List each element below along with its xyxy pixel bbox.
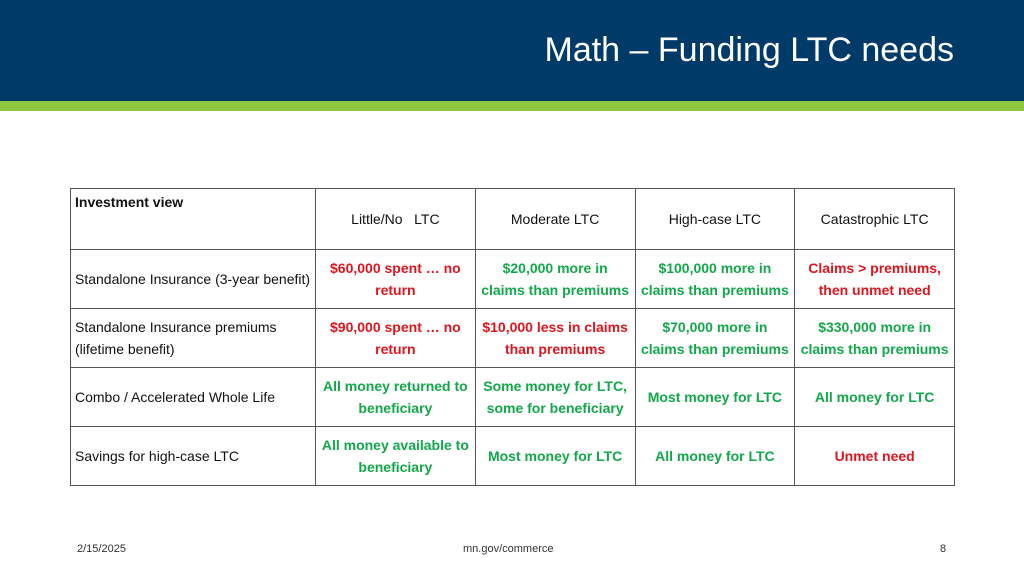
slide-header (0, 0, 1024, 101)
row-label: Standalone Insurance premiums (lifetime benefit) (71, 309, 316, 368)
row-label: Combo / Accelerated Whole Life (71, 368, 316, 427)
row-label: Savings for high-case LTC (71, 427, 316, 486)
accent-bar (0, 101, 1024, 111)
footer-url: mn.gov/commerce (463, 543, 554, 555)
table-cell: $60,000 spent … no return (316, 250, 476, 309)
table-row (71, 250, 955, 309)
table-cell: All money available to beneficiary (316, 427, 476, 486)
column-header: Moderate LTC (475, 189, 635, 250)
table-cell: $10,000 less in claims than premiums (475, 309, 635, 368)
table-row (71, 309, 955, 368)
table-header-row (71, 189, 955, 250)
column-header: Little/No LTC (316, 189, 476, 250)
page-number: 8 (940, 543, 947, 555)
ltc-funding-table (70, 188, 955, 486)
table-cell: All money returned to beneficiary (316, 368, 476, 427)
slide-title: Math – Funding LTC needs (544, 31, 954, 69)
table-cell: All money for LTC (795, 368, 955, 427)
row-label: Standalone Insurance (3-year benefit) (71, 250, 316, 309)
table-row (71, 368, 955, 427)
footer-date: 2/15/2025 (77, 543, 126, 555)
column-header: Catastrophic LTC (795, 189, 955, 250)
table-cell: Claims > premiums, then unmet need (795, 250, 955, 309)
table-cell: $70,000 more in claims than premiums (635, 309, 795, 368)
table-cell: Most money for LTC (635, 368, 795, 427)
table-cell: All money for LTC (635, 427, 795, 486)
table-cell: $20,000 more in claims than premiums (475, 250, 635, 309)
table-cell: $90,000 spent … no return (316, 309, 476, 368)
table-cell: Most money for LTC (475, 427, 635, 486)
table-cell: $100,000 more in claims than premiums (635, 250, 795, 309)
table-cell: $330,000 more in claims than premiums (795, 309, 955, 368)
corner-label: Investment view (71, 189, 316, 250)
table-row (71, 427, 955, 486)
table-cell: Some money for LTC, some for beneficiary (475, 368, 635, 427)
column-header: High-case LTC (635, 189, 795, 250)
table-cell: Unmet need (795, 427, 955, 486)
